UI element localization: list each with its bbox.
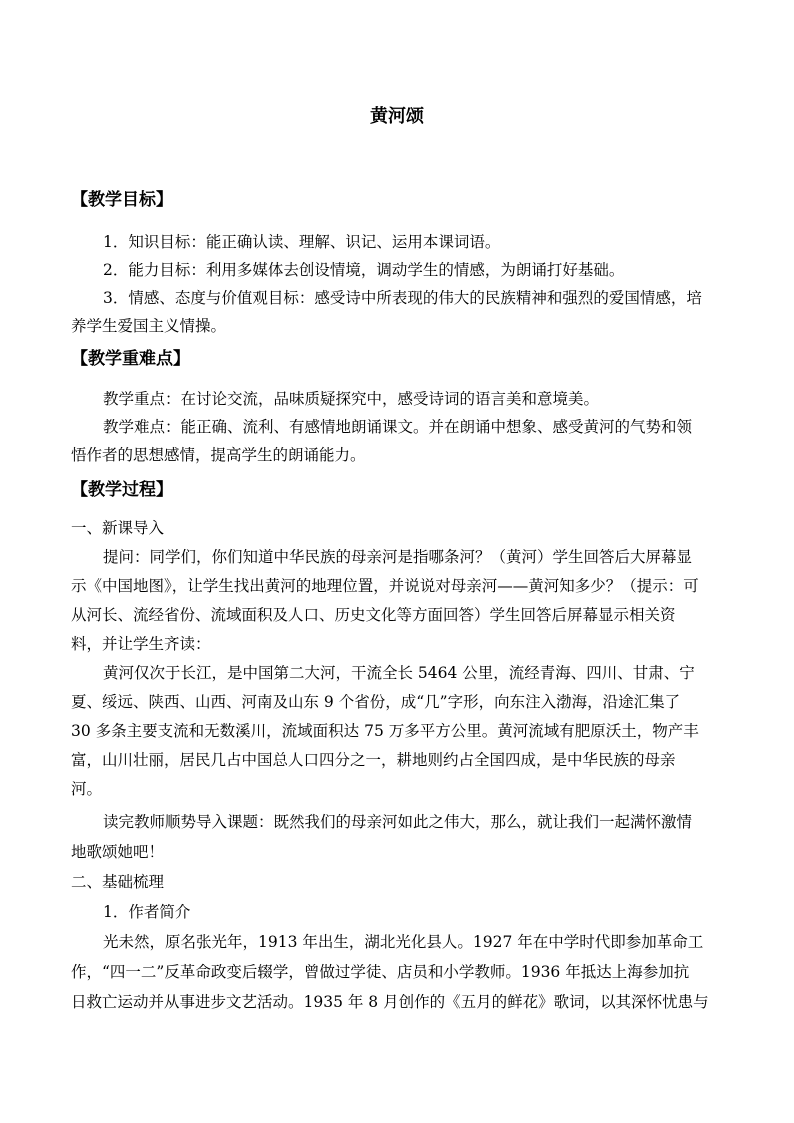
sub1-author-intro-title: 1．作者简介 — [103, 903, 191, 921]
paragraph1-line2: 示《中国地图》，让学生找出黄河的地理位置，并说说对母亲河——黄河知多少？（提示：可 — [71, 577, 699, 595]
paragraph1-line4: 料，并让学生齐读： — [71, 635, 211, 653]
paragraph1-line3: 从河长、流经省份、流域面积及人口、历史文化等方面回答）学生回答后屏幕显示相关资 — [71, 606, 676, 624]
paragraph4-line2: 作，“四一二”反革命政变后辍学，曾做过学徒、店员和小学教师。1936 年抵达上海参加抗 — [71, 963, 690, 981]
part1-title: 一、新课导入 — [71, 519, 165, 537]
goal-knowledge: 1．知识目标：能正确认读、理解、识记、运用本课词语。 — [103, 233, 501, 251]
paragraph4-line3: 日救亡运动并从事进步文艺活动。1935 年 8 月创作的《五月的鲜花》歌词，以其深怀忧患与 — [71, 993, 709, 1011]
goal-emotion-line2: 养学生爱国主义情操。 — [71, 317, 227, 335]
paragraph2-line2: 夏、绥远、陕西、山西、河南及山东 9 个省份，成“几”字形，向东注入渤海，沿途汇集了 — [71, 693, 681, 711]
paragraph3-line1: 读完教师顺势导入课题：既然我们的母亲河如此之伟大，那么，就让我们一起满怀激情 — [103, 813, 693, 831]
paragraph3-line2: 地歌颂她吧！ — [71, 843, 165, 861]
paragraph1-line1: 提问：同学们，你们知道中华民族的母亲河是指哪条河？（黄河）学生回答后大屏幕显 — [103, 548, 693, 566]
section-heading-teaching-process: 【教学过程】 — [71, 480, 173, 500]
part2-title: 二、基础梳理 — [71, 873, 165, 891]
key-difficulty-line1: 教学难点：能正确、流利、有感情地朗诵课文。并在朗诵中想象、感受黄河的气势和领 — [103, 418, 693, 436]
section-heading-teaching-goals: 【教学目标】 — [71, 190, 173, 210]
key-focus: 教学重点：在讨论交流，品味质疑探究中，感受诗词的语言美和意境美。 — [103, 390, 600, 408]
document-title: 黄河颂 — [370, 106, 424, 127]
paragraph4-line1: 光未然，原名张光年，1913 年出生，湖北光化县人。1927 年在中学时代即参加革命工 — [103, 933, 704, 951]
key-difficulty-line2: 悟作者的思想感情，提高学生的朗诵能力。 — [71, 446, 366, 464]
paragraph2-line5: 河。 — [71, 780, 103, 798]
goal-ability: 2．能力目标：利用多媒体去创设情境，调动学生的情感，为朗诵打好基础。 — [103, 261, 625, 279]
paragraph2-line3: 30 多条主要支流和无数溪川，流域面积达 75 万多平方公里。黄河流域有肥原沃土，物产丰 — [71, 722, 699, 740]
paragraph2-line1: 黄河仅次于长江，是中国第二大河，干流全长 5464 公里，流经青海、四川、甘肃、宁 — [103, 664, 695, 682]
paragraph2-line4: 富，山川壮丽，居民几占中国总人口四分之一，耕地则约占全国四成，是中华民族的母亲 — [71, 751, 676, 769]
goal-emotion-line1: 3．情感、态度与价值观目标：感受诗中所表现的伟大的民族精神和强烈的爱国情感，培 — [103, 289, 702, 307]
section-heading-key-points: 【教学重难点】 — [71, 349, 190, 369]
